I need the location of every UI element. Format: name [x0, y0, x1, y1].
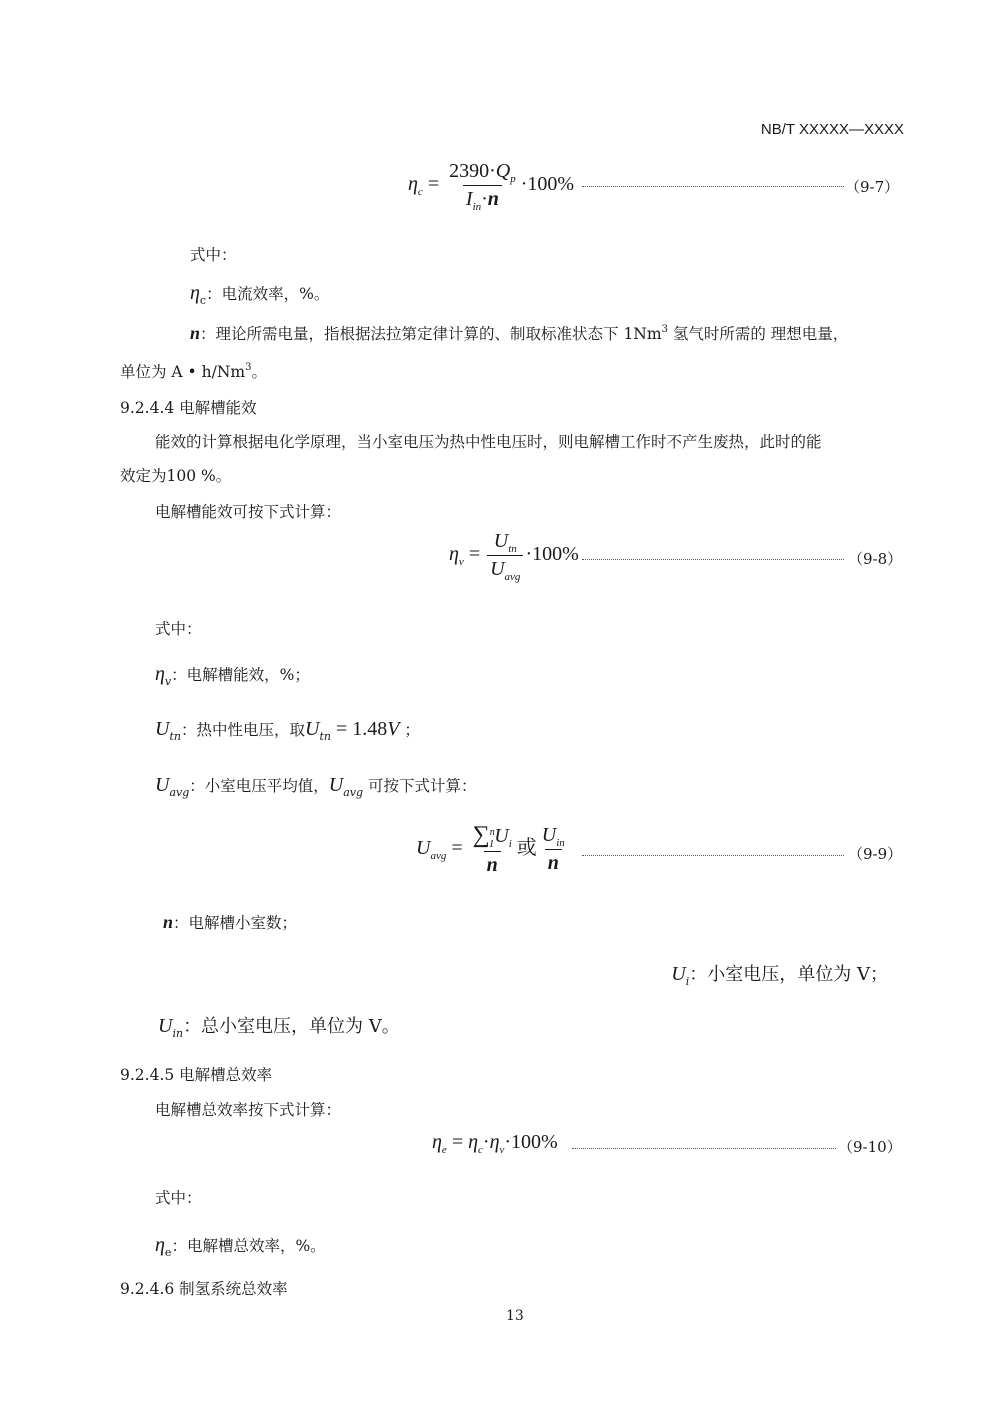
equation-9-8: $\eta_v$ = $\frac{U_{tn}}{U_{avg}}$ ·100% [449, 530, 579, 583]
equation-leader-dots [582, 855, 844, 856]
document-header-standard-number: NB/T XXXXX—XXXX [760, 121, 904, 138]
paragraph-energy-efficiency-line1: 能效的计算根据电化学原理，当小室电压为热中性电压时，则电解槽工作时不产生废热，此时的能 [155, 433, 822, 451]
definition-cell-voltage: $U_i$：小室电压，单位为 V； [671, 963, 888, 988]
equation-number-9-9: （9-9） [848, 845, 903, 863]
equation-leader-dots [572, 1148, 836, 1149]
section-heading-9-2-4-5: 9.2.4.5 电解槽总效率 [120, 1066, 273, 1084]
equation-number-9-8: （9-8） [848, 550, 903, 568]
paragraph-energy-efficiency-formula-intro: 电解槽能效可按下式计算： [155, 503, 342, 521]
equation-leader-dots [582, 559, 844, 560]
definition-eta-v: $\eta_v$：电解槽能效，%； [155, 663, 310, 688]
equation-leader-dots [582, 186, 844, 187]
equation-9-9: $U_{avg}$ = $\frac{\sum^n_1U_i}{n}$ 或 $\frac{U_{in}}{n}$ [416, 822, 565, 876]
section-heading-9-2-4-4: 9.2.4.4 电解槽能效 [120, 399, 257, 417]
definition-n-unit-line: 单位为 A • h/Nm$^3$。 [120, 362, 267, 381]
equation-9-7: $\eta_c$ = $\frac{2390\cdot Q_p}{I_{in}\cdot n}$ ·100% [408, 160, 575, 213]
page-number: 13 [506, 1308, 524, 1324]
where-label: 式中： [155, 1189, 202, 1207]
definition-eta-e: $\eta_e$：电解槽总效率，%。 [155, 1234, 326, 1259]
equation-9-10: $\eta_e = \eta_c\cdot\eta_v\cdot 100\%$ [432, 1131, 558, 1156]
definition-n-theoretical-charge: n：理论所需电量，指根据法拉第定律计算的、制取标准状态下 1Nm$^3$ 氢气时所需的 理想电量， [190, 323, 849, 343]
where-label: 式中： [155, 620, 202, 638]
definition-eta-c: $\eta_c$：电流效率，%。 [190, 282, 330, 307]
definition-total-cell-voltage: $U_{in}$：总小室电压，单位为 V。 [158, 1015, 400, 1040]
where-label: 式中： [190, 246, 237, 264]
paragraph-total-efficiency-formula-intro: 电解槽总效率按下式计算： [155, 1101, 342, 1119]
definition-n-cell-count: n：电解槽小室数； [163, 912, 298, 932]
definition-thermoneutral-voltage: $U_{tn}$：热中性电压，取$U_{tn} = 1.48V$ ； [155, 718, 420, 743]
equation-number-9-7: （9-7） [845, 178, 900, 196]
equation-number-9-10: （9-10） [838, 1138, 902, 1156]
definition-average-cell-voltage: $U_{avg}$：小室电压平均值，$U_{avg}$ 可按下式计算： [155, 774, 477, 799]
paragraph-energy-efficiency-line2: 效定为100 %。 [120, 467, 232, 485]
section-heading-9-2-4-6: 9.2.4.6 制氢系统总效率 [120, 1280, 288, 1298]
